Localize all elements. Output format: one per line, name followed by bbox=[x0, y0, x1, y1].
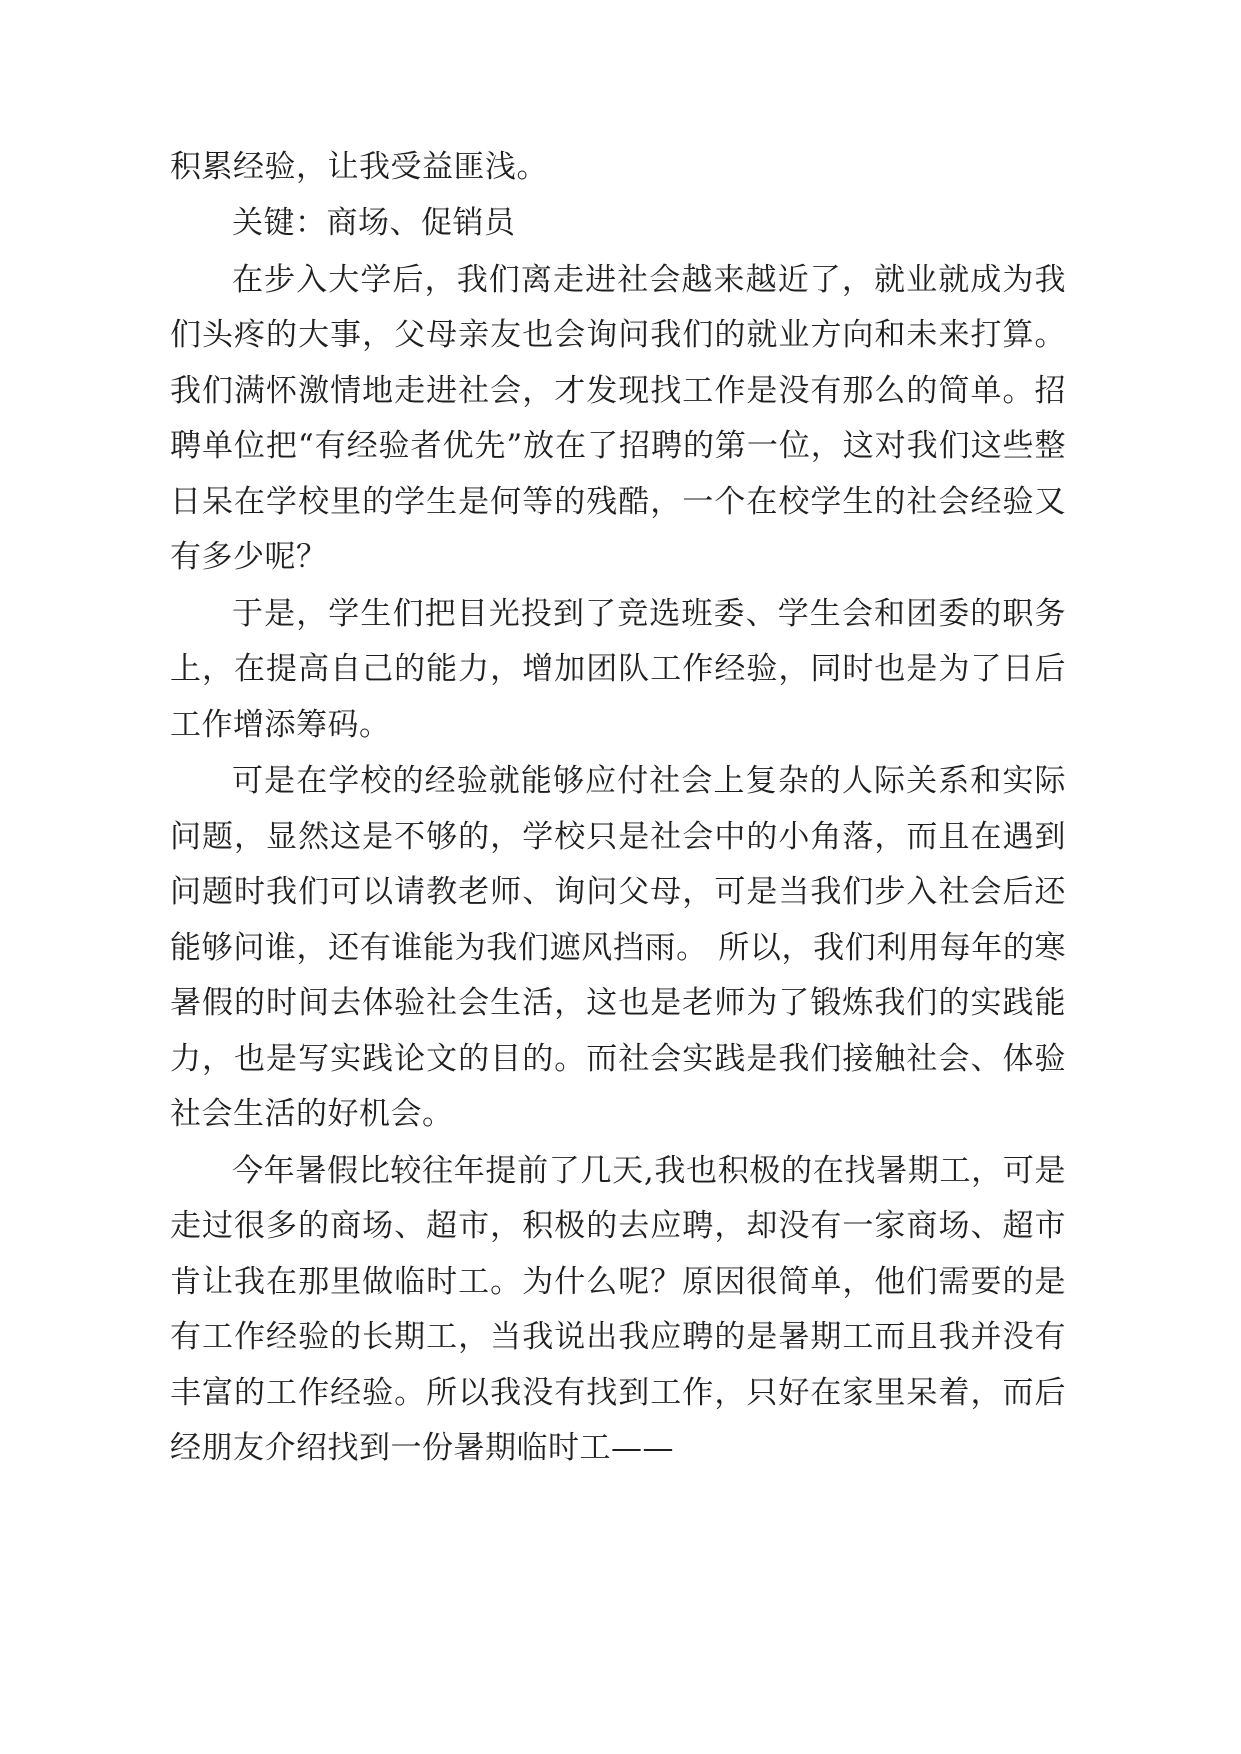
paragraph-1: 积累经验，让我受益匪浅。 bbox=[170, 149, 548, 185]
paragraph-5: 今年暑假比较往年提前了几天,我也积极的在找暑期工，可是走过很多的商场、超市，积极的去应聘，却没有一家商场、超市肯让我在那里做临时工。为什么呢？原因很简单，他们需要的是有工作经验的长期工，当我说出我应聘的是暑期工而且我并没有丰富的工作经验。所以我没有找到工作，只好在家里呆着，而后经朋友介绍找到一份暑期临时工—— bbox=[170, 1152, 1066, 1467]
document-body bbox=[170, 140, 1066, 1477]
paragraph-3: 于是，学生们把目光投到了竞选班委、学生会和团委的职务上，在提高自己的能力，增加团队工作经验，同时也是为了日后工作增添筹码。 bbox=[170, 595, 1066, 743]
paragraph-4: 可是在学校的经验就能够应付社会上复杂的人际关系和实际问题，显然这是不够的，学校只是社会中的小角落，而且在遇到问题时我们可以请教老师、询问父母，可是当我们步入社会后还能够问谁，还有谁能为我们遮风挡雨。 所以，我们利用每年的寒暑假的时间去体验社会生活，这也是老师为了锻炼我们的实践能力，也是写实践论文的目的。而社会实践是我们接触社会、体验社会生活的好机会。 bbox=[170, 763, 1066, 1133]
paragraph-2: 在步入大学后，我们离走进社会越来越近了，就业就成为我们头疼的大事，父母亲友也会询问我们的就业方向和未来打算。我们满怀激情地走进社会，才发现找工作是没有那么的简单。招聘单位把“有经验者优先”放在了招聘的第一位，这对我们这些整日呆在学校里的学生是何等的残酷，一个在校学生的社会经验又有多少呢？ bbox=[170, 261, 1066, 576]
paragraph-keywords: 关键：商场、促销员 bbox=[232, 205, 516, 242]
